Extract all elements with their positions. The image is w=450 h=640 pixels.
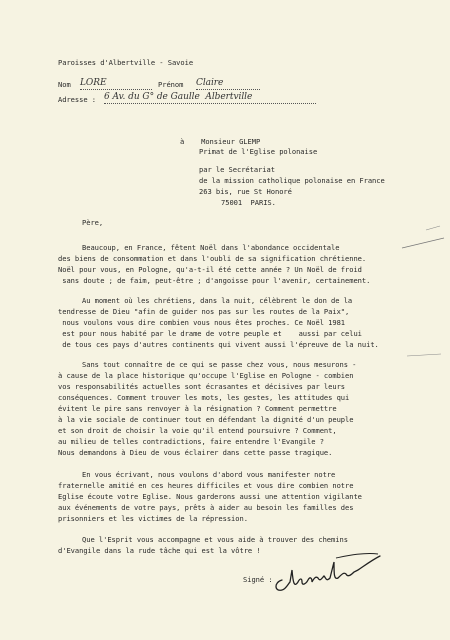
- p3-line: à la vie sociale de continuer tout en défendant la dignité d'un peuple: [58, 415, 354, 424]
- parish-heading: Paroisses d'Albertville - Savoie: [58, 58, 194, 67]
- recipient-line3: par le Secrétariat: [199, 165, 275, 174]
- adresse-value: 6 Av. du G° de Gaulle Albertville: [104, 92, 316, 104]
- p4-line: Eglise écoute votre Eglise. Nous garderons aussi une attention vigilante: [58, 492, 362, 501]
- p2-line: tendresse de Dieu "afin de guider nos pas sur les routes de la Paix",: [58, 307, 350, 316]
- salutation: Père,: [82, 218, 104, 227]
- p2-line: est pour nous habité par le drame de votre peuple et aussi par celui: [58, 329, 362, 338]
- adresse-label: Adresse :: [58, 95, 96, 104]
- p4-line: En vous écrivant, nous voulons d'abord vous manifester notre: [82, 470, 336, 479]
- p4-line: prisonniers et les victimes de la répression.: [58, 514, 248, 523]
- p3-line: vos responsabilités actuelles sont écrasantes et décisives par leurs: [58, 382, 346, 391]
- p4-line: aux événements de votre pays, prêts à aider au besoin les familles des: [58, 503, 354, 512]
- p2-line: Au moment où les chrétiens, dans la nuit, célèbrent le don de la: [82, 296, 353, 305]
- p5-line: d'Evangile dans la rude tâche qui est la vôtre !: [58, 546, 261, 555]
- recipient-line5: 263 bis, rue St Honoré: [199, 187, 292, 196]
- p4-line: fraternelle amitié en ces heures difficiles et vous dire combien notre: [58, 481, 354, 490]
- p3-line: à cause de la place historique qu'occupe l'Eglise en Pologne - combien: [58, 371, 354, 380]
- p1-line: Noël pour vous, en Pologne, qu'a-t-il été cette année ? Un Noël de froid: [58, 265, 362, 274]
- p3-line: Nous demandons à Dieu de vous éclairer dans cette passe tragique.: [58, 448, 333, 457]
- p1-line: Beaucoup, en France, fêtent Noël dans l'abondance occidentale: [82, 243, 340, 252]
- p3-line: Sans tout connaître de ce qui se passe chez vous, nous mesurons -: [82, 360, 357, 369]
- margin-mark-icon: [400, 222, 446, 252]
- p1-line: sans doute ; de faim, peut-être ; d'angoisse pour l'avenir, certainement.: [58, 276, 371, 285]
- margin-dash-icon: [405, 348, 445, 362]
- recipient-line6: 75001 PARIS.: [221, 198, 276, 207]
- nom-value: LORE: [80, 78, 152, 90]
- nom-label: Nom: [58, 80, 71, 89]
- signature-label: Signé :: [243, 575, 273, 584]
- recipient-line1: à Monsieur GLEMP: [180, 137, 261, 146]
- recipient-line4: de la mission catholique polonaise en France: [199, 176, 385, 185]
- handwritten-signature: [268, 548, 388, 598]
- p1-line: des biens de consommation et dans l'oubli de sa signification chrétienne.: [58, 254, 367, 263]
- p3-line: évitent le pire sans renvoyer à la résignation ? Comment permettre: [58, 404, 337, 413]
- p3-line: au milieu de telles contradictions, faire entendre l'Evangile ?: [58, 437, 324, 446]
- prenom-value: Claire: [196, 78, 260, 90]
- p3-line: et son droit de choisir la voie qu'il entend poursuivre ? Comment,: [58, 426, 337, 435]
- p5-line: Que l'Esprit vous accompagne et vous aide à trouver des chemins: [82, 535, 348, 544]
- prenom-label: Prénom: [158, 80, 184, 89]
- p2-line: nous voulons vous dire combien vous nous êtes proches. Ce Noël 1981: [58, 318, 346, 327]
- p2-line: de tous ces pays d'autres continents qui vivent aussi l'épreuve de la nuit.: [58, 340, 379, 349]
- recipient-line2: Primat de l'Eglise polonaise: [199, 147, 318, 156]
- p3-line: conséquences. Comment trouver les mots, les gestes, les attitudes qui: [58, 393, 350, 402]
